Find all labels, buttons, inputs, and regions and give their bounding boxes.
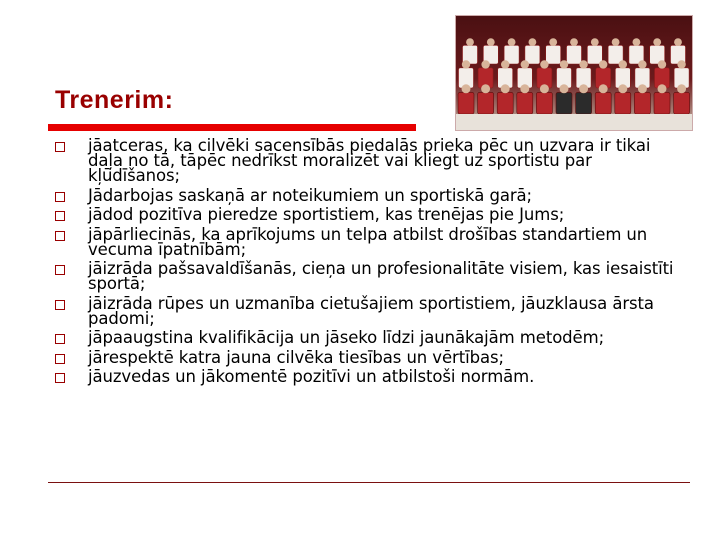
guideline-list: [55, 138, 675, 389]
guideline-item: [55, 259, 675, 294]
guideline-item: [55, 367, 675, 387]
player-head: [466, 38, 474, 46]
hollow-square-bullet-icon: [55, 231, 65, 241]
player-figure: [546, 45, 561, 64]
player-head: [599, 84, 608, 93]
player-head: [501, 60, 509, 68]
player-head: [674, 38, 682, 46]
player-figure: [567, 45, 582, 64]
hollow-square-bullet-icon: [55, 142, 65, 152]
player-head: [549, 38, 557, 46]
player-head: [619, 60, 627, 68]
player-head: [591, 38, 599, 46]
player-figure: [458, 92, 474, 114]
guideline-text: Jādarbojas saskaņā ar noteikumiem un sportiskā garā;: [88, 185, 532, 205]
hollow-square-bullet-icon: [55, 373, 65, 383]
player-head: [501, 84, 510, 93]
team-photo: [455, 15, 693, 131]
guideline-item: [55, 293, 675, 328]
player-head: [638, 84, 647, 93]
guideline-item: [55, 138, 675, 184]
guideline-text: jāizrāda rūpes un uzmanība cietušajiem sportistiem, jāuzklausa ārsta padomi;: [88, 293, 654, 328]
player-head: [599, 60, 607, 68]
player-head: [658, 84, 667, 93]
hollow-square-bullet-icon: [55, 265, 65, 275]
player-figure: [536, 92, 552, 114]
player-head: [481, 60, 489, 68]
guideline-text: jādod pozitīva pieredze sportistiem, kas trenējas pie Jums;: [88, 205, 565, 225]
player-head: [462, 84, 471, 93]
team-photo-image: [456, 16, 692, 130]
player-head: [481, 84, 490, 93]
footer-divider: [48, 482, 690, 483]
player-head: [579, 60, 587, 68]
player-head: [570, 38, 578, 46]
player-figure: [478, 92, 494, 114]
player-head: [653, 38, 661, 46]
player-head: [520, 84, 529, 93]
guideline-text: jāuzvedas un jākomentē pozitīvi un atbilstoši normām.: [88, 367, 535, 387]
player-head: [540, 84, 549, 93]
guideline-text: jāatceras, ka cilvēki sacensībās piedalās prieka pēc un uzvara ir tikai daļa no tā, tāpēc nedrīkst moralizēt vai kliegt uz sportistu par kļūdīšanos;: [88, 136, 651, 186]
guideline-item: [55, 205, 675, 225]
guideline-item: [55, 185, 675, 205]
player-figure: [654, 92, 670, 114]
player-head: [521, 60, 529, 68]
player-figure: [587, 45, 602, 64]
player-head: [677, 60, 685, 68]
guideline-text: jāpaaugstina kvalifikācija un jāseko līdzi jaunākajām metodēm;: [88, 328, 605, 348]
hollow-square-bullet-icon: [55, 354, 65, 364]
player-head: [529, 38, 537, 46]
guideline-item: [55, 347, 675, 367]
guideline-item: [55, 224, 675, 259]
player-figure: [634, 92, 650, 114]
hollow-square-bullet-icon: [55, 211, 65, 221]
player-head: [658, 60, 666, 68]
guideline-text: jāizrāda pašsavaldīšanās, cieņa un profesionalitāte visiem, kas iesaistīti sportā;: [88, 259, 674, 294]
player-head: [633, 38, 641, 46]
hollow-square-bullet-icon: [55, 192, 65, 202]
player-figure: [497, 92, 513, 114]
guideline-text: jāpārliecinās, ka aprīkojums un telpa atbilst drošības standartiem un vecuma īpatnībām;: [88, 224, 648, 259]
player-head: [508, 38, 516, 46]
player-head: [579, 84, 588, 93]
title-underline: [48, 124, 416, 131]
player-head: [487, 38, 495, 46]
player-figure: [615, 92, 631, 114]
hollow-square-bullet-icon: [55, 334, 65, 344]
slide-title: Trenerim:: [55, 86, 174, 114]
player-head: [560, 60, 568, 68]
hollow-square-bullet-icon: [55, 300, 65, 310]
player-head: [540, 60, 548, 68]
player-head: [462, 60, 470, 68]
player-figure: [556, 92, 572, 114]
player-figure: [674, 92, 690, 114]
player-figure: [517, 92, 533, 114]
player-head: [677, 84, 686, 93]
guideline-item: [55, 328, 675, 348]
guideline-text: jārespektē katra jauna cilvēka tiesības un vērtības;: [88, 347, 504, 367]
player-head: [618, 84, 627, 93]
player-figure: [595, 92, 611, 114]
player-head: [638, 60, 646, 68]
player-figure: [576, 92, 592, 114]
player-head: [612, 38, 620, 46]
player-head: [560, 84, 569, 93]
